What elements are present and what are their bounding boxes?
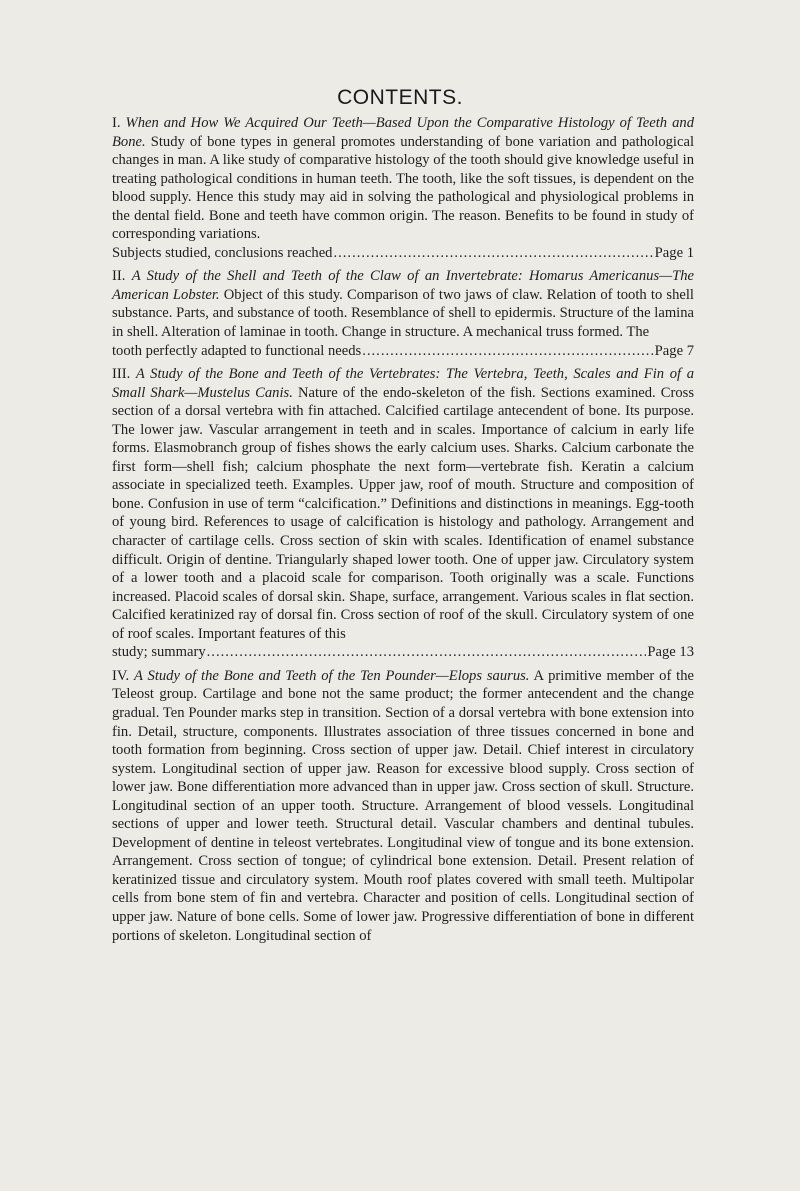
entry-number: II.	[112, 268, 126, 285]
dot-leader	[333, 244, 653, 263]
entry-summary-end: tooth perfectly adapted to functional needs	[112, 342, 362, 359]
entry-summary: Object of this study. Comparison of two jaws of claw. Relation of tooth to shell substance. Parts, and substance of tooth. Resemblance of shell to epidermis. Structure of the lamina in shell. Alteration of laminae in tooth. Change in structure. A mechanical truss formed. The	[112, 286, 694, 341]
entry-title: A Study of the Bone and Teeth of the Ten Pounder—Elops saurus.	[134, 667, 530, 684]
entry-title: When and How We Acquired Our Teeth—Based Upon the Comparative Histology of Teeth and Bone.	[112, 115, 694, 150]
entry-summary: Study of bone types in general promotes understanding of bone variation and pathological changes in man. A like study of comparative histology of the tooth should give knowledge useful in treating pathological conditions in human teeth. The tooth, like the soft tissues, is dependent on the blood supply. Hence this study may aid in solving the pathological and physiological problems in the dental field. Bone and teeth have common origin. The reason. Benefits to be found in study of corresponding variations.	[112, 133, 695, 243]
entry-summary-end: study; summary	[112, 644, 206, 661]
entry-page-line	[112, 342, 694, 361]
contents-entry-2	[112, 267, 694, 360]
entry-text	[112, 365, 694, 643]
entry-title: A Study of the Shell and Teeth of the Claw of an Invertebrate: Homarus Americanus—The American Lobster.	[112, 268, 694, 303]
entry-number: III.	[112, 366, 131, 383]
entry-text	[112, 267, 694, 341]
entry-summary: A primitive member of the Teleost group. Cartilage and bone not the same product; the former antecendent and the change gradual. Ten Pounder marks step in transition. Section of a dorsal vertebra with bone extension into fin. Detail, structure, components. Illustrates association of three tissues concerned in bone and tooth formation from beginning. Cross section of upper jaw. Detail. Chief interest in circulatory system. Longitudinal section of upper jaw. Reason for excessive blood supply. Cross section of lower jaw. Bone differentiation more advanced than in upper jaw. Cross section of skull. Structure. Longitudinal section of an upper tooth. Structure. Arrangement of blood vessels. Longitudinal sections of upper and lower teeth. Structural detail. Vascular chambers and dentinal tubules. Development of dentine in teleost vertebrates. Longitudinal view of tongue and its bone extension. Arrangement. Cross section of tongue; of cylindrical bone extension. Detail. Present relation of keratinized tissue and circulatory system. Mouth roof plates covered with small teeth. Multipolar cells from bone stem of fin and vertebra. Character and position of cells. Longitudinal section of upper jaw. Nature of bone cells. Some of lower jaw. Progressive differentiation of bone in different portions of skeleton. Longitudinal section of	[112, 667, 694, 944]
entry-page-line	[112, 244, 694, 263]
page-number: Page 7	[654, 342, 694, 359]
page-number: Page 1	[654, 244, 694, 261]
entry-number: IV.	[112, 667, 130, 684]
entry-summary-end: Subjects studied, conclusions reached	[112, 244, 333, 261]
entry-summary: Nature of the endo-skeleton of the fish. Sections examined. Cross section of a dorsal vertebra with fin attached. Calcified cartilage antecendent of bone. Its purpose. The lower jaw. Vascular arrangement in teeth and in scales. Importance of calcium in early life forms. Elasmobranch group of fishes shows the early calcium uses. Sharks. Calcium carbonate the first form—shell fish; calcium phosphate the next form—vertebrate fish. Keratin a calcium associate in specialized teeth. Examples. Upper jaw, roof of mouth. Structure and composition of bone. Confusion in use of term “calcification.” Definitions and distinctions in meanings. Egg-tooth of young bird. References to usage of calcification is histology and pathology. Arrangement and character of cartilage cells. Cross section of skin with scales. Identification of enamel substance difficult. Origin of dentine. Triangularly shaped lower tooth. One of upper jaw. Circulatory system of a lower tooth and a placoid scale for comparison. Tooth originally was a scale. Functions increased. Placoid scales of dorsal skin. Shape, surface, arrangement. Various scales in flat section. Calcified keratinized ray of dorsal fin. Cross section of roof of the skull. Circulatory system of one of roof scales. Important features of this	[112, 384, 695, 642]
contents-entry-1	[112, 114, 694, 262]
page-heading: CONTENTS.	[337, 86, 463, 109]
entry-number: I.	[112, 115, 121, 131]
dot-leader	[207, 643, 647, 662]
entry-page-line	[112, 643, 694, 662]
contents-entry-3	[112, 365, 694, 662]
entry-text	[112, 667, 694, 945]
page-number: Page 13	[647, 644, 694, 661]
entry-title: A Study of the Bone and Teeth of the Vertebrates: The Vertebra, Teeth, Scales and Fin of a Small Shark—Mustelus Canis.	[112, 366, 694, 401]
contents-entry-4	[112, 667, 694, 945]
entry-text	[112, 114, 694, 244]
dot-leader	[362, 342, 653, 361]
contents-list	[112, 114, 694, 950]
